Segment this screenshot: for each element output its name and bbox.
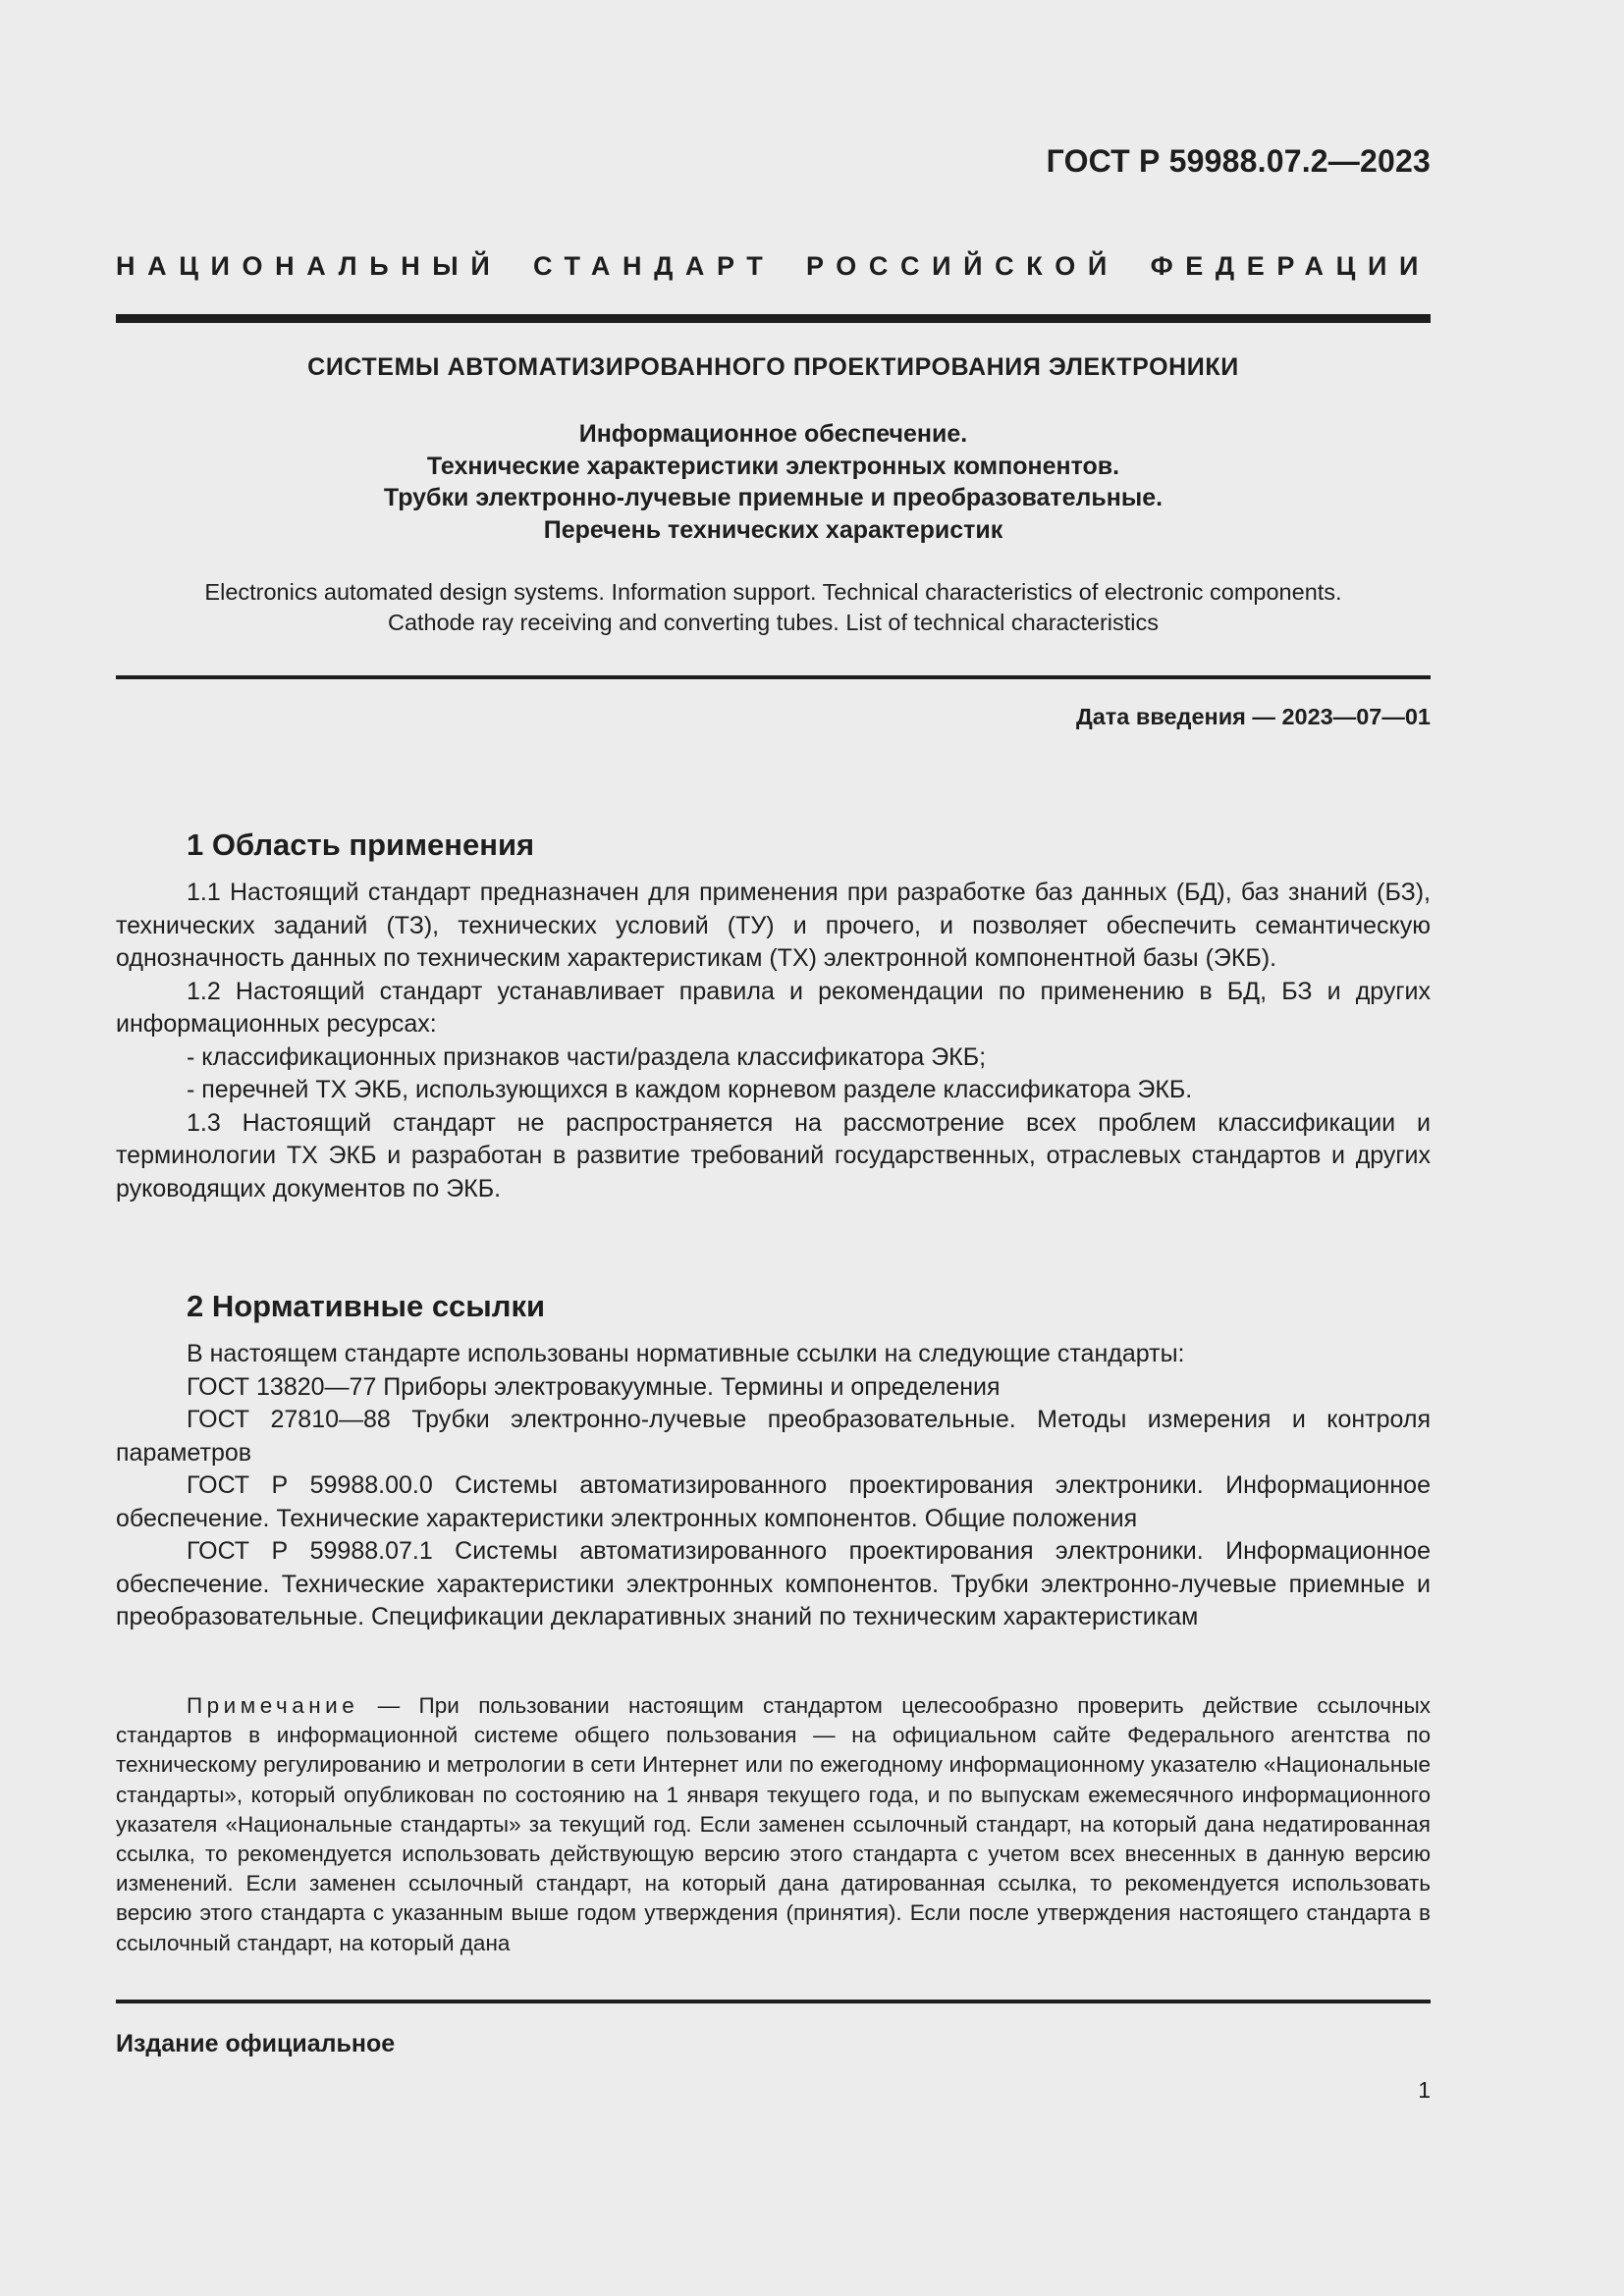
subtitle [116, 418, 1431, 546]
note-label: Примечание [187, 1693, 359, 1718]
section-normative-references [116, 1289, 1431, 1634]
paragraph-1-2: 1.2 Настоящий стандарт устанавливает правила и рекомендации по применению в БД, БЗ и других информационных ресурсах: [116, 977, 1431, 1038]
introduction-date: Дата введения — 2023—07—01 [1075, 704, 1431, 729]
subtitle-line: Трубки электронно-лучевые приемные и преобразовательные. [383, 484, 1164, 511]
page-number: 1 [1418, 2077, 1431, 2103]
national-standard-banner: НАЦИОНАЛЬНЫЙ СТАНДАРТ РОССИЙСКОЙ ФЕДЕРАЦИИ [116, 251, 1431, 281]
english-title-line: Electronics automated design systems. Information support. Technical characteristics of electronic components. [204, 579, 1342, 605]
list-item: - перечней ТХ ЭКБ, использующихся в каждом корневом разделе классификатора ЭКБ. [187, 1076, 1193, 1103]
main-title: СИСТЕМЫ АВТОМАТИЗИРОВАННОГО ПРОЕКТИРОВАНИЯ ЭЛЕКТРОНИКИ [307, 353, 1239, 381]
thin-divider [116, 675, 1431, 679]
reference-item: ГОСТ Р 59988.07.1 Системы автоматизированного проектирования электроники. Информационное обеспечение. Технические характеристики электронных компонентов. Трубки электронно-лучевые приемные и преобразовательные. Спецификации декларативных знаний по техническим характеристикам [116, 1537, 1431, 1630]
thick-divider [116, 314, 1431, 323]
list-item: - классификационных признаков части/раздела классификатора ЭКБ; [187, 1042, 987, 1071]
footer-divider [116, 2000, 1431, 2003]
note-text: — При пользовании настоящим стандартом целесообразно проверить действие ссылочных стандартов в информационной системе общего пользования — на официальном сайте Федерального агентства по техническому регулированию и метрологии в сети Интернет или по ежегодному информационному указателю «Национальные стандарты», который опубликован по состоянию на 1 января текущего года, и по выпускам ежемесячного информационного указателя «Национальные стандарты» за текущий год. Если заменен ссылочный стандарт, на который дана недатированная ссылка, то рекомендуется использовать действующую версию этого стандарта с учетом всех внесенных в данную версию изменений. Если заменен ссылочный стандарт, на который дана датированная ссылка, то рекомендуется использовать версию этого стандарта с указанным выше годом утверждения (принятия). Если после утверждения настоящего стандарта в ссылочный стандарт, на который дана [116, 1693, 1431, 1955]
english-title-line: Cathode ray receiving and converting tubes. List of technical characteristics [387, 610, 1160, 635]
subtitle-line: Перечень технических характеристик [543, 515, 1003, 544]
english-title [116, 577, 1431, 638]
section-scope [116, 828, 1431, 1205]
paragraph-1-3: 1.3 Настоящий стандарт не распространяется на рассмотрение всех проблем классификации и терминологии ТХ ЭКБ и разработан в развитие требований государственных, отраслевых стандартов и других руководящих документов по ЭКБ. [116, 1108, 1431, 1202]
references-intro: В настоящем стандарте использованы нормативные ссылки на следующие стандарты: [187, 1340, 1185, 1367]
subtitle-line: Технические характеристики электронных компонентов. [426, 452, 1120, 480]
subtitle-line: Информационное обеспечение. [578, 420, 968, 448]
section-heading: 1 Область применения [187, 828, 535, 862]
reference-item: ГОСТ 13820—77 Приборы электровакуумные. Термины и определения [187, 1372, 1001, 1401]
reference-item: ГОСТ 27810—88 Трубки электронно-лучевые преобразовательные. Методы измерения и контроля параметров [116, 1406, 1431, 1467]
standard-designation: ГОСТ Р 59988.07.2—2023 [1046, 143, 1431, 179]
section-heading: 2 Нормативные ссылки [187, 1289, 546, 1323]
reference-item: ГОСТ Р 59988.00.0 Системы автоматизированного проектирования электроники. Информационное обеспечение. Технические характеристики электронных компонентов. Общие положения [116, 1471, 1431, 1532]
note-paragraph [116, 1691, 1431, 1958]
official-edition-label: Издание официальное [116, 2030, 396, 2057]
paragraph-1-1: 1.1 Настоящий стандарт предназначен для применения при разработке баз данных (БД), баз знаний (БЗ), технических заданий (ТЗ), технических условий (ТУ) и прочего, и позволяет обеспечить семантическую однозначность данных по техническим характеристикам (ТХ) электронной компонентной базы (ЭКБ). [116, 879, 1431, 972]
